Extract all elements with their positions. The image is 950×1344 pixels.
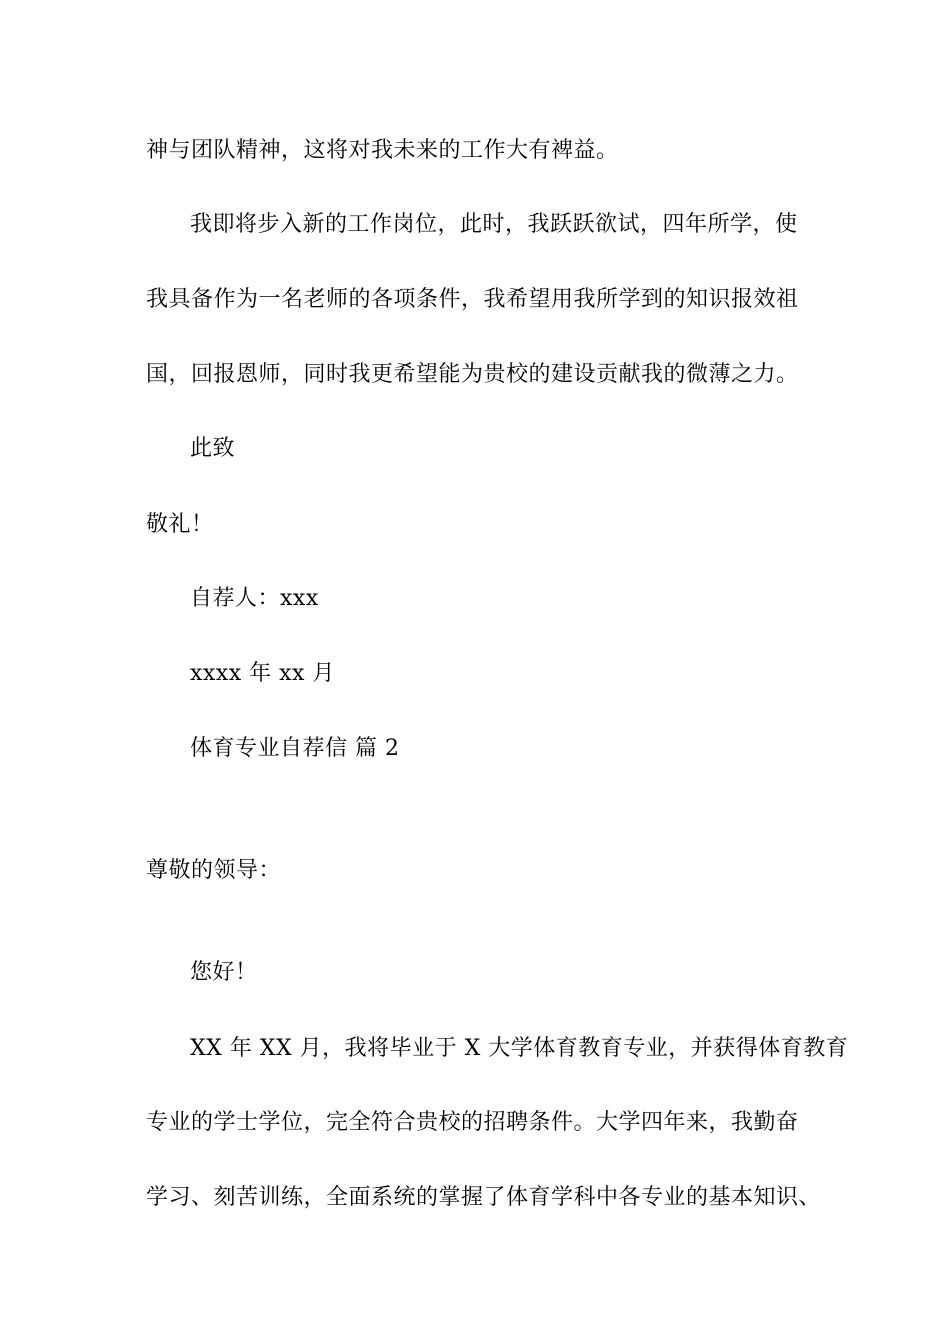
paragraph-line-1: 神与团队精神，这将对我未来的工作大有裨益。 bbox=[146, 138, 619, 163]
body-line-1: XX 年 XX 月，我将毕业于 X 大学体育教育专业，并获得体育教育 bbox=[190, 1036, 849, 1061]
section-heading: 体育专业自荐信 篇 2 bbox=[190, 736, 400, 761]
signature-date: xxxx 年 xx 月 bbox=[190, 661, 335, 686]
paragraph-line-2: 我即将步入新的工作岗位，此时，我跃跃欲试，四年所学，使 bbox=[190, 212, 798, 237]
letter-greeting: 尊敬的领导： bbox=[146, 858, 282, 883]
body-line-2: 专业的学士学位，完全符合贵校的招聘条件。大学四年来，我勤奋 bbox=[146, 1110, 799, 1135]
closing-regards: 敬礼！ bbox=[146, 512, 214, 537]
paragraph-line-4: 国，回报恩师，同时我更希望能为贵校的建设贡献我的微薄之力。 bbox=[146, 362, 799, 387]
body-line-3: 学习、刻苦训练，全面系统的掌握了体育学科中各专业的基本知识、 bbox=[146, 1185, 822, 1210]
letter-hello: 您好！ bbox=[190, 960, 258, 985]
closing-salutation: 此致 bbox=[190, 436, 236, 461]
paragraph-line-3: 我具备作为一名老师的各项条件，我希望用我所学到的知识报效祖 bbox=[146, 287, 799, 312]
signature-name: 自荐人：xxx bbox=[190, 586, 319, 611]
